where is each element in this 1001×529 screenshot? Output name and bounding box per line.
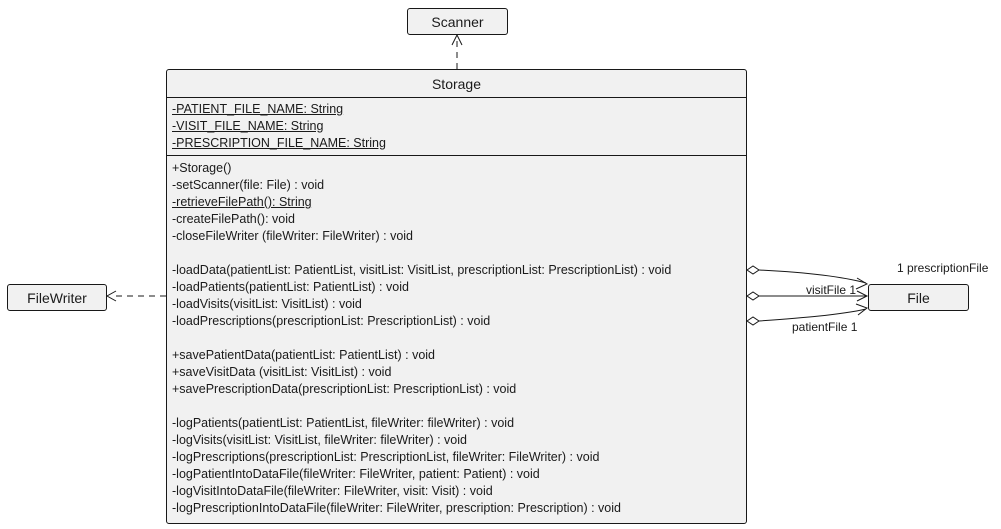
class-file — [868, 284, 969, 311]
method-group-gap — [172, 398, 746, 415]
method-save-patient-data: +savePatientData(patientList: PatientList) : void — [172, 348, 435, 362]
method-load-visits: -loadVisits(visitList: VisitList) : void — [172, 297, 362, 311]
association-prescription-file — [759, 270, 866, 283]
method-load-data: -loadData(patientList: PatientList, visitList: VisitList, prescriptionList: PrescriptionList) : void — [172, 263, 672, 277]
method-log-visits: -logVisits(visitList: VisitList, fileWriter: fileWriter) : void — [172, 433, 467, 447]
method-save-prescription-data: +savePrescriptionData(prescriptionList: PrescriptionList) : void — [172, 382, 517, 396]
class-scanner-name: Scanner — [431, 13, 484, 30]
class-storage-attributes — [167, 98, 746, 156]
class-file-name: File — [907, 289, 930, 306]
method-set-scanner: -setScanner(file: File) : void — [172, 178, 325, 192]
attribute-patient-file-name: -PATIENT_FILE_NAME: String — [172, 102, 344, 116]
method-log-prescriptions: -logPrescriptions(prescriptionList: PrescriptionList, fileWriter: FileWriter) : void — [172, 450, 600, 464]
label-patient-file: patientFile 1 — [792, 320, 858, 334]
aggregation-diamond-patient — [747, 317, 759, 325]
aggregation-diamond-visit — [747, 292, 759, 300]
aggregation-diamond-prescription — [747, 266, 759, 274]
label-prescription-file: 1 prescriptionFile — [897, 261, 989, 275]
method-save-visit-data: +saveVisitData (visitList: VisitList) : void — [172, 365, 392, 379]
method-log-prescription-into-data-file: -logPrescriptionIntoDataFile(fileWriter: FileWriter, prescription: Prescription) : void — [172, 501, 621, 515]
class-scanner — [407, 8, 508, 35]
method-log-visit-into-data-file: -logVisitIntoDataFile(fileWriter: FileWriter, visit: Visit) : void — [172, 484, 493, 498]
class-storage-methods — [167, 156, 746, 517]
method-log-patients: -logPatients(patientList: PatientList, fileWriter: fileWriter) : void — [172, 416, 515, 430]
method-load-patients: -loadPatients(patientList: PatientList) : void — [172, 280, 409, 294]
method-create-file-path: -createFilePath(): void — [172, 212, 295, 226]
method-load-prescriptions: -loadPrescriptions(prescriptionList: PrescriptionList) : void — [172, 314, 491, 328]
class-filewriter-name: FileWriter — [27, 289, 87, 306]
method-group-gap — [172, 330, 746, 347]
class-storage-name: Storage — [431, 75, 482, 92]
method-storage-constructor: +Storage() — [172, 161, 232, 175]
class-storage-title — [167, 70, 746, 98]
attribute-prescription-file-name: -PRESCRIPTION_FILE_NAME: String — [172, 136, 386, 150]
method-retrieve-file-path: -retrieveFilePath(): String — [172, 195, 312, 209]
method-group-gap — [172, 245, 746, 262]
class-filewriter — [7, 284, 107, 311]
class-storage — [166, 69, 747, 524]
arrowhead-prescription — [856, 278, 867, 289]
label-visit-file: visitFile 1 — [806, 283, 857, 297]
attribute-visit-file-name: -VISIT_FILE_NAME: String — [172, 119, 324, 133]
arrowhead-filewriter — [107, 291, 116, 301]
method-log-patient-into-data-file: -logPatientIntoDataFile(fileWriter: FileWriter, patient: Patient) : void — [172, 467, 540, 481]
method-close-file-writer: -closeFileWriter (fileWriter: FileWriter) : void — [172, 229, 413, 243]
